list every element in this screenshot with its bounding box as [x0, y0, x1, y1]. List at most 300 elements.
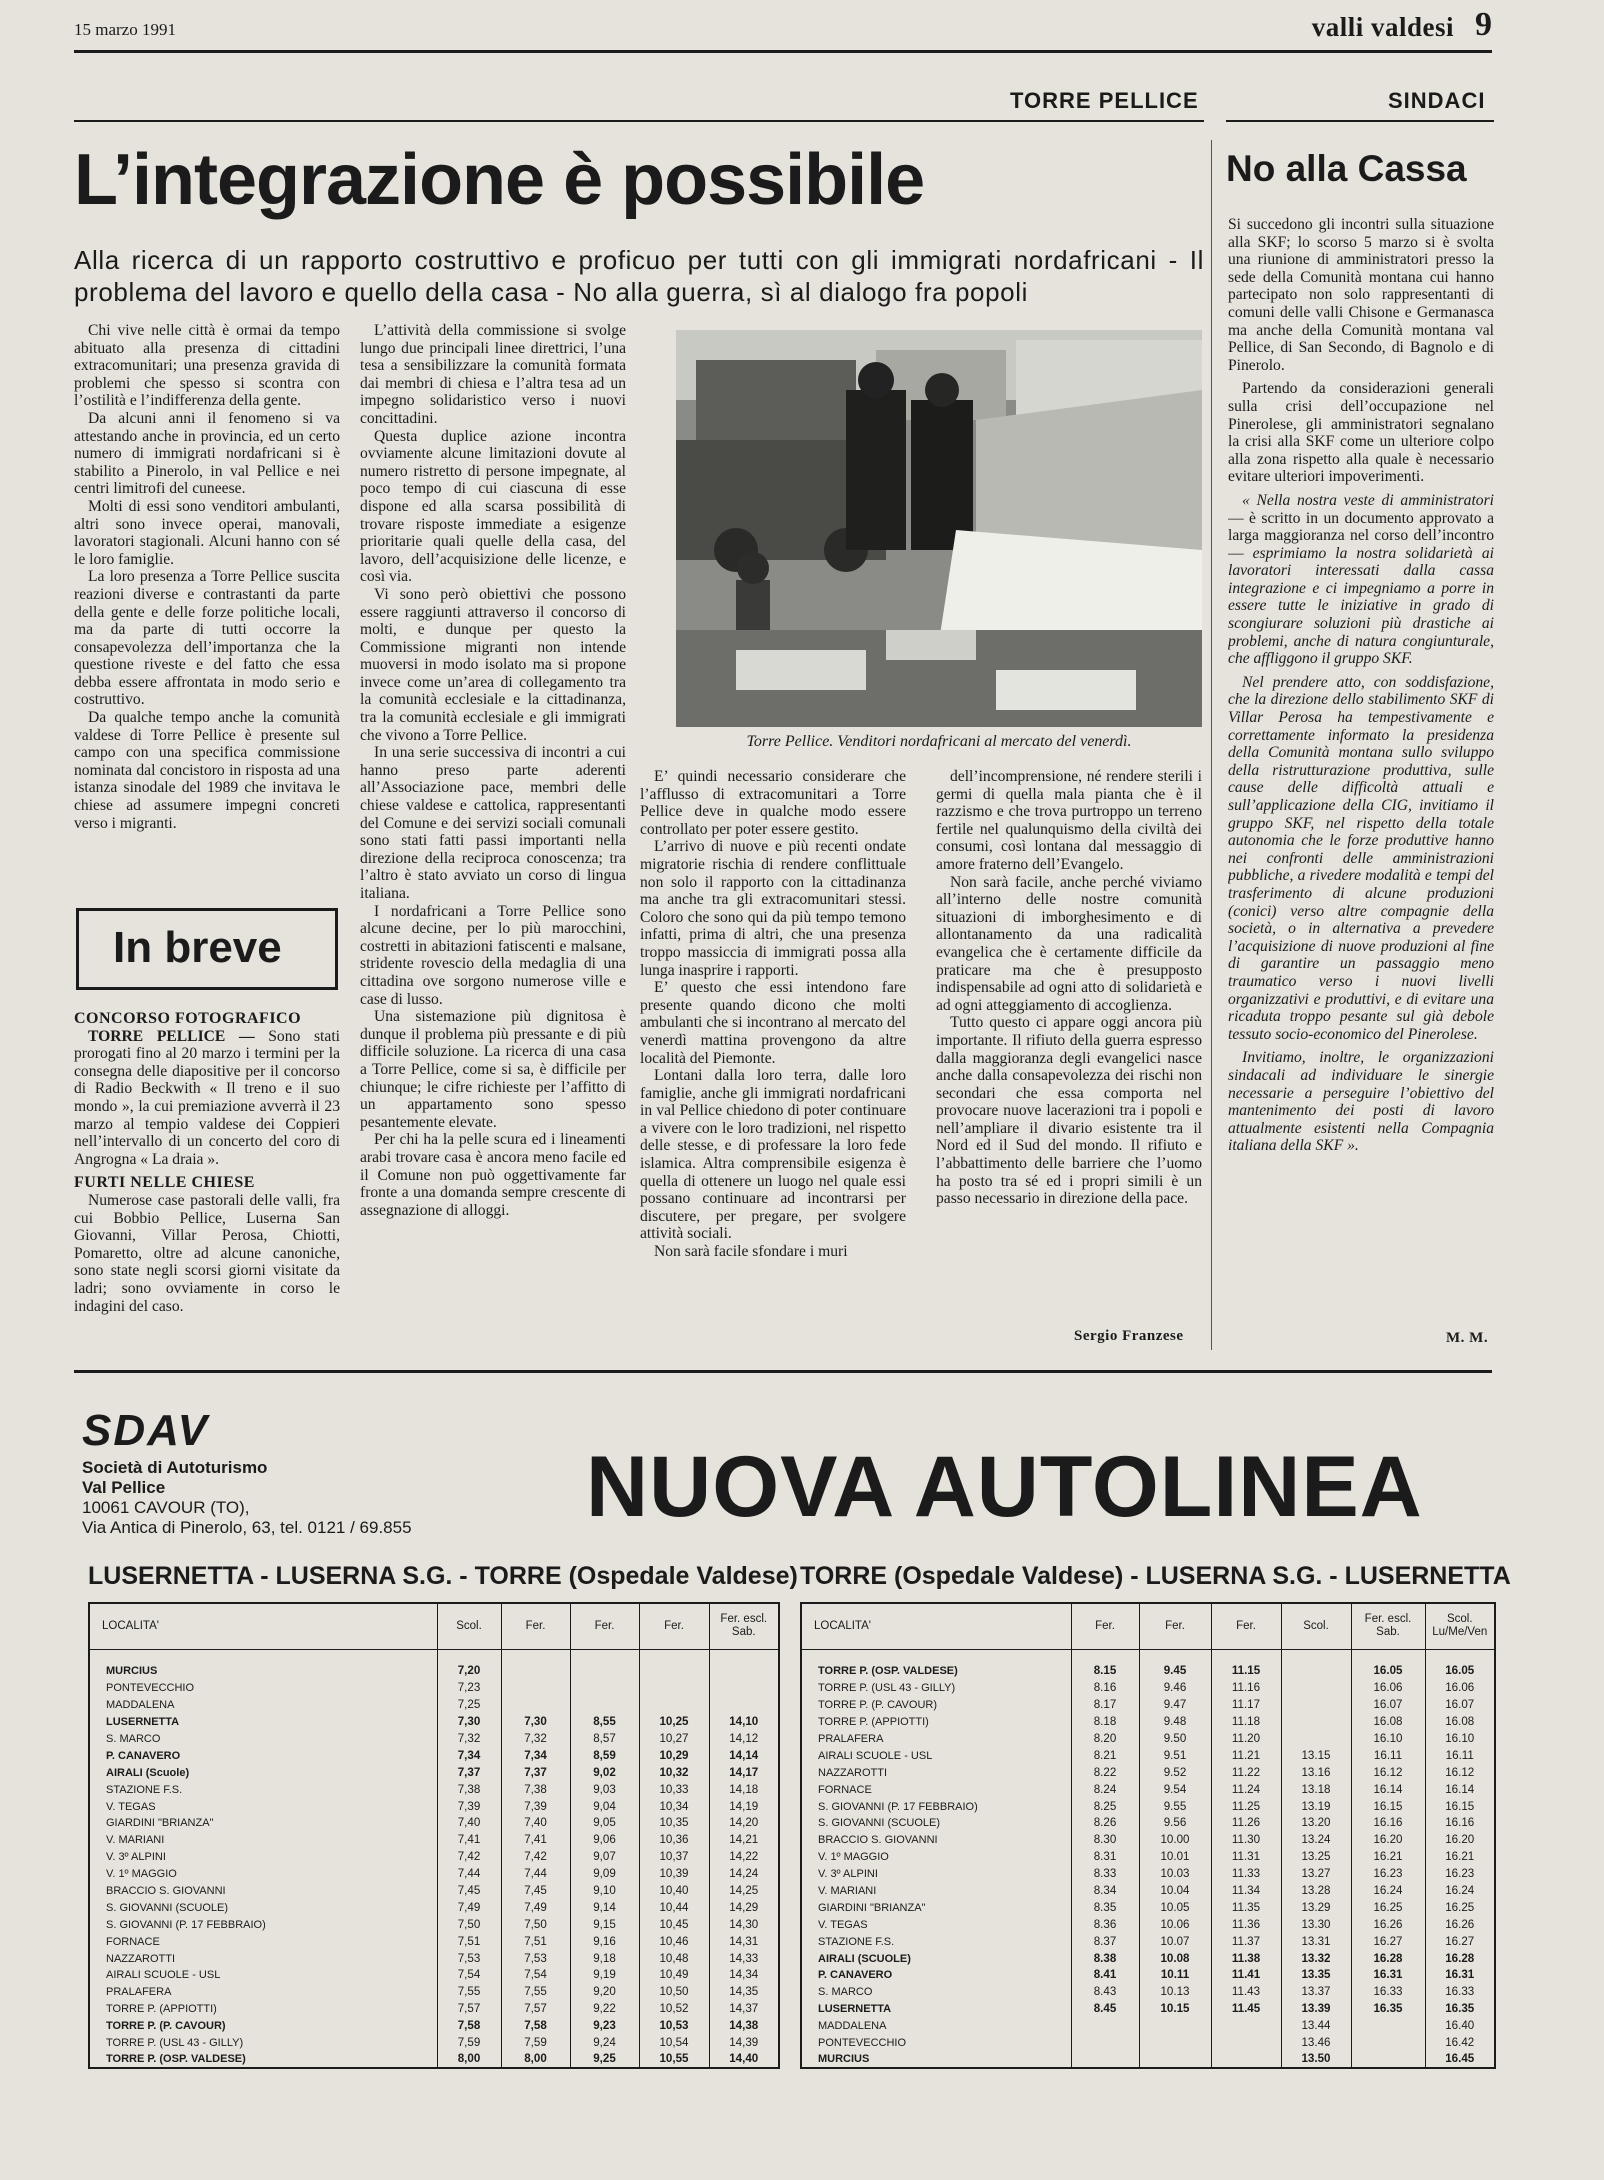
- stop-name: FORNACE: [818, 1783, 872, 1796]
- table-row: [801, 1697, 1495, 1714]
- departure-time: 16.35: [1425, 2001, 1495, 2018]
- departure-time: [1139, 2035, 1211, 2052]
- departure-time: 8,55: [570, 1714, 639, 1731]
- column-header: Fer.: [1211, 1603, 1281, 1649]
- stop-name: PONTEVECCHIO: [818, 2037, 907, 2050]
- table-row: [801, 2051, 1495, 2068]
- paragraph: Per chi ha la pelle scura ed i lineamenti arabi trovare casa è ancora meno facile ed il Comune non può oggettivamente far fronte a una domanda sempre crescente di assegnazione di alloggi.: [360, 1131, 626, 1219]
- departure-time: 16.23: [1351, 1866, 1425, 1883]
- stop-name: GIARDINI "BRIANZA": [106, 1817, 214, 1830]
- departure-time: [639, 1663, 709, 1680]
- departure-time: 10,29: [639, 1747, 709, 1764]
- table-row: [89, 1764, 779, 1781]
- departure-time: [1281, 1714, 1351, 1731]
- departure-time: 7,44: [437, 1866, 501, 1883]
- departure-time: 7,20: [437, 1663, 501, 1680]
- departure-time: 16.24: [1425, 1883, 1495, 1900]
- stop-name: PRALAFERA: [818, 1733, 884, 1745]
- paragraph: Non sarà facile sfondare i muri: [654, 1243, 848, 1261]
- departure-time: 9.55: [1139, 1798, 1211, 1815]
- table-row: [89, 1899, 779, 1916]
- departure-time: 7,39: [437, 1798, 501, 1815]
- column-header: LOCALITA': [89, 1603, 437, 1649]
- departure-time: 8.45: [1071, 2001, 1139, 2018]
- stop-name: BRACCIO S. GIOVANNI: [818, 1834, 938, 1847]
- departure-time: 7,50: [501, 1916, 570, 1933]
- table-row: [89, 1933, 779, 1950]
- departure-time: 7,53: [437, 1950, 501, 1967]
- table-row: [801, 1967, 1495, 1984]
- departure-time: 9,22: [570, 2001, 639, 2018]
- departure-time: 7,53: [501, 1950, 570, 1967]
- departure-time: 16.14: [1351, 1781, 1425, 1798]
- column-header: Scol. Lu/Me/Ven: [1425, 1603, 1495, 1649]
- departure-time: 7,34: [501, 1747, 570, 1764]
- column-header: LOCALITA': [801, 1603, 1071, 1649]
- section-label-torre-pellice: TORRE PELLICE: [1010, 88, 1199, 113]
- departure-time: 16.20: [1351, 1832, 1425, 1849]
- paragraph: dell’incomprensione, né rendere sterili i germi di quella mala pianta che è il razzismo e che trova purtroppo un terreno fertile nel qualunquismo della civiltà dei consumi, così lontana dal messaggio di amore fraterno dell’Evangelo.: [936, 768, 1202, 873]
- departure-time: 13.29: [1281, 1899, 1351, 1916]
- departure-time: 16.28: [1351, 1950, 1425, 1967]
- departure-time: 16.06: [1351, 1680, 1425, 1697]
- side-quote-3: Invitiamo, inoltre, le organizzazioni sindacali ad individuare le sinergie necessarie a perseguire l’obiettivo del mantenimento dei posti di lavoro attualmente esistenti nella Compagnia italiana della SKF ».: [1228, 1049, 1494, 1155]
- table-row: [89, 1815, 779, 1832]
- table-row: [89, 1916, 779, 1933]
- table-row: [801, 1899, 1495, 1916]
- article-column-4: [936, 768, 1202, 1316]
- departure-time: 8.31: [1071, 1849, 1139, 1866]
- departure-time: 10.13: [1139, 1984, 1211, 2001]
- departure-time: 8.35: [1071, 1899, 1139, 1916]
- departure-time: 16.21: [1425, 1849, 1495, 1866]
- side-quote-2: Nel prendere atto, con soddisfazione, che la direzione dello stabilimento SKF di Villar Perosa ha tempestivamente e correttamente informato la presidenza della Comunità montana sullo sviluppo della ristrutturazione produttiva, sulle cause delle difficoltà attuali e sull’applicazione della CIG, invitiamo il gruppo SKF, nel rispetto della totale autonomia che le forze produttive hanno nei confronti delle amministrazioni pubbliche, a rivedere modalità e tempi del trasferimento di alcune produzioni (conici) verso altre compagnie della società, o in alternativa a prevedere l’acquisizione di nuove produzioni al fine di garantire un passaggio meno traumatico verso i nuovi livelli organizzativi e produttivi, e di evitare una ricaduta troppo pesante sul già debole tessuto socio-economico del Pinerolese.: [1228, 673, 1494, 1043]
- photo-caption: Torre Pellice. Venditori nordafricani al mercato del venerdì.: [746, 733, 1132, 750]
- departure-time: 14,24: [709, 1866, 779, 1883]
- departure-time: 9,15: [570, 1916, 639, 1933]
- departure-time: 10.11: [1139, 1967, 1211, 1984]
- stop-name: V. MARIANI: [818, 1885, 877, 1898]
- departure-time: 11.16: [1211, 1680, 1281, 1697]
- departure-time: [570, 1680, 639, 1697]
- departure-time: 16.05: [1351, 1663, 1425, 1680]
- table-row: [89, 1883, 779, 1900]
- advert-headline: NUOVA AUTOLINEA: [586, 1439, 1423, 1535]
- departure-time: 14,38: [709, 2018, 779, 2035]
- departure-time: 9,19: [570, 1967, 639, 1984]
- stop-name: S. MARCO: [818, 1986, 873, 1999]
- paragraph: Non sarà facile, anche perché viviamo all’interno delle nostre comunità situazioni di imborghesimento e di allontanamento da una radicalità evangelica che è certamente difficile da praticare ma che è presupposto indispensabile ad ogni atto di solidarietà e ad ogni atteggiamento di accoglienza.: [936, 873, 1202, 1014]
- stop-name: P. CANAVERO: [818, 1969, 893, 1982]
- departure-time: 16.15: [1425, 1798, 1495, 1815]
- departure-time: 16.11: [1351, 1747, 1425, 1764]
- section-rule-right: [1226, 120, 1494, 122]
- table-row: [89, 1798, 779, 1815]
- company-address: [82, 1458, 412, 1538]
- table-row: [89, 2051, 779, 2068]
- table-row: [801, 1866, 1495, 1883]
- sdav-logo: SDAV: [82, 1406, 209, 1455]
- departure-time: 14,18: [709, 1781, 779, 1798]
- departure-time: 8.26: [1071, 1815, 1139, 1832]
- departure-time: [1071, 2035, 1139, 2052]
- departure-time: 16.42: [1425, 2035, 1495, 2052]
- departure-time: 11.43: [1211, 1984, 1281, 2001]
- departure-time: [570, 1697, 639, 1714]
- departure-time: 8.41: [1071, 1967, 1139, 1984]
- departure-time: 13.31: [1281, 1933, 1351, 1950]
- departure-time: 9,04: [570, 1798, 639, 1815]
- table-row: [89, 1663, 779, 1680]
- departure-time: 10,53: [639, 2018, 709, 2035]
- departure-time: 7,44: [501, 1866, 570, 1883]
- departure-time: 13.32: [1281, 1950, 1351, 1967]
- side-quote-1b: — è scritto in un documento approvato a larga maggioranza nel corso dell’incontro —: [1228, 509, 1494, 562]
- departure-time: [1351, 2035, 1425, 2052]
- stop-name: V. 1º MAGGIO: [818, 1851, 889, 1864]
- departure-time: 8.43: [1071, 1984, 1139, 2001]
- departure-time: 11.26: [1211, 1815, 1281, 1832]
- departure-time: 7,40: [501, 1815, 570, 1832]
- departure-time: [1281, 1680, 1351, 1697]
- departure-time: 13.20: [1281, 1815, 1351, 1832]
- departure-time: 11.20: [1211, 1731, 1281, 1748]
- breve-text-1: Sono stati prorogati fino al 20 marzo i termini per la consegna delle diapositive per il concorso di Radio Beckwith « Il treno e il suo mondo », la cui premiazione avverrà il 23 marzo al tempio valdese dei Coppieri nell’intervallo di un concerto del coro di Angrogna « La draia ».: [74, 1027, 340, 1168]
- departure-time: 11.30: [1211, 1832, 1281, 1849]
- departure-time: 9.54: [1139, 1781, 1211, 1798]
- table-row: [801, 1832, 1495, 1849]
- departure-time: [1211, 2051, 1281, 2068]
- departure-time: 8,57: [570, 1731, 639, 1748]
- paragraph: Tutto questo ci appare oggi ancora più importante. Il rifiuto della guerra espresso dalla maggioranza degli evangelici nasce anche dalla consapevolezza dei rischi non secondari che essa comporta nel provocare nuove lacerazioni tra i popoli e nell’ampliare il divario esistente tra il Nord ed il Sud del mondo. Il rifiuto e l’abbattimento delle barriere che l’uomo ha posto tra sé ed i propri simili è un passo necessario in direzione della pace.: [936, 1014, 1202, 1208]
- departure-time: 13.39: [1281, 2001, 1351, 2018]
- departure-time: [1071, 2018, 1139, 2035]
- departure-time: 7,34: [437, 1747, 501, 1764]
- article-author: Sergio Franzese: [1074, 1328, 1184, 1344]
- table-row: [801, 1781, 1495, 1798]
- departure-time: 13.35: [1281, 1967, 1351, 1984]
- departure-time: 11.15: [1211, 1663, 1281, 1680]
- table-row: [801, 1883, 1495, 1900]
- departure-time: 16.33: [1351, 1984, 1425, 2001]
- stop-name: V. TEGAS: [818, 1918, 868, 1931]
- column-header: Fer.: [501, 1603, 570, 1649]
- departure-time: 16.23: [1425, 1866, 1495, 1883]
- departure-time: 7,38: [501, 1781, 570, 1798]
- stop-name: TORRE P. (OSP. VALDESE): [818, 1665, 958, 1678]
- departure-time: [1351, 2018, 1425, 2035]
- departure-time: 16.10: [1351, 1731, 1425, 1748]
- departure-time: 7,32: [501, 1731, 570, 1748]
- departure-time: 11.37: [1211, 1933, 1281, 1950]
- departure-time: 8.34: [1071, 1883, 1139, 1900]
- departure-time: 16.08: [1425, 1714, 1495, 1731]
- departure-time: [1139, 2018, 1211, 2035]
- column-header: Fer.: [1139, 1603, 1211, 1649]
- departure-time: 11.24: [1211, 1781, 1281, 1798]
- column-header: Fer. escl. Sab.: [1351, 1603, 1425, 1649]
- table-row: [89, 1950, 779, 1967]
- stop-name: TORRE P. (P. CAVOUR): [818, 1699, 937, 1712]
- stop-name: V. TEGAS: [106, 1800, 156, 1813]
- departure-time: 16.15: [1351, 1798, 1425, 1815]
- issue-date: 15 marzo 1991: [74, 20, 176, 39]
- departure-time: 7,40: [437, 1815, 501, 1832]
- departure-time: 16.21: [1351, 1849, 1425, 1866]
- departure-time: 10,39: [639, 1866, 709, 1883]
- publication-name: valli valdesi: [1311, 12, 1454, 42]
- departure-time: 8.20: [1071, 1731, 1139, 1748]
- table-row: [801, 1764, 1495, 1781]
- departure-time: 10,34: [639, 1798, 709, 1815]
- departure-time: 13.25: [1281, 1849, 1351, 1866]
- paragraph: I nordafricani a Torre Pellice sono alcune decine, per lo più marocchini, costretti in abitazioni fatiscenti e malsane, stridente rovescio della medaglia di una cittadina ove sorgono numerose ville e case di lusso.: [360, 902, 626, 1008]
- table-row: [801, 1815, 1495, 1832]
- stop-name: AIRALI (Scuole): [106, 1766, 190, 1779]
- departure-time: 16.11: [1425, 1747, 1495, 1764]
- table-row: [801, 1950, 1495, 1967]
- table-row: [801, 2001, 1495, 2018]
- advert-top-rule: [74, 1370, 1492, 1373]
- departure-time: [1281, 1663, 1351, 1680]
- departure-time: 14,17: [709, 1764, 779, 1781]
- column-header: Fer. escl. Sab.: [709, 1603, 779, 1649]
- stop-name: MURCIUS: [106, 1665, 158, 1678]
- departure-time: [1211, 2018, 1281, 2035]
- departure-time: 9,07: [570, 1849, 639, 1866]
- departure-time: 8,00: [501, 2051, 570, 2068]
- departure-time: 9,02: [570, 1764, 639, 1781]
- paragraph: Lontani dalla loro terra, dalle loro famiglie, anche gli immigrati nordafricani in val Pellice chiedono di poter continuare a vivere con le loro tradizioni, nel rispetto delle stesse, e di professare la loro fede islamica. Altra comprensibile esigenza è quella di ottenere un luogo nel quale essi possano continuare ad incontrarsi per discutere, per pregare, per svolgere attività sociali.: [640, 1067, 906, 1243]
- departure-time: 10,48: [639, 1950, 709, 1967]
- stop-name: AIRALI SCUOLE - USL: [106, 1969, 221, 1982]
- departure-time: 16.12: [1425, 1764, 1495, 1781]
- photo-illustration: [676, 330, 1202, 727]
- departure-time: 8,00: [437, 2051, 501, 2068]
- departure-time: 8.21: [1071, 1747, 1139, 1764]
- departure-time: 9,20: [570, 1984, 639, 2001]
- departure-time: [501, 1680, 570, 1697]
- stop-name: PRALAFERA: [106, 1986, 172, 1999]
- table-row: [89, 1832, 779, 1849]
- column-divider: [1211, 140, 1212, 1350]
- departure-time: 16.27: [1351, 1933, 1425, 1950]
- departure-time: 9.50: [1139, 1731, 1211, 1748]
- departure-time: 7,45: [437, 1883, 501, 1900]
- departure-time: 10.08: [1139, 1950, 1211, 1967]
- departure-time: 8.17: [1071, 1697, 1139, 1714]
- departure-time: 9.46: [1139, 1680, 1211, 1697]
- departure-time: 9,16: [570, 1933, 639, 1950]
- departure-time: 7,45: [501, 1883, 570, 1900]
- company-line-3: 10061 CAVOUR (TO),: [82, 1498, 250, 1517]
- departure-time: 16.45: [1425, 2051, 1495, 2068]
- table-header-row: [801, 1603, 1495, 1649]
- departure-time: 11.22: [1211, 1764, 1281, 1781]
- paragraph: Molti di essi sono venditori ambulanti, altri sono invece operai, manovali, lavoratori stagionali. Alcuni hanno con sé le loro famiglie.: [74, 497, 340, 568]
- side-article-column: [1228, 216, 1494, 1320]
- departure-time: 10.00: [1139, 1832, 1211, 1849]
- table-row: [89, 1984, 779, 2001]
- table-row: [89, 1747, 779, 1764]
- departure-time: 10,50: [639, 1984, 709, 2001]
- departure-time: 13.24: [1281, 1832, 1351, 1849]
- paragraph: Da qualche tempo anche la comunità valdese di Torre Pellice è presente sul campo con una specifica commissione nominata dal concistoro in risposta ad una istanza sinodale del 1989 che invitava le chiese ad assumere impegni concreti verso i migranti.: [74, 709, 340, 832]
- stop-name: TORRE P. (OSP. VALDESE): [106, 2053, 246, 2066]
- departure-time: [1071, 2051, 1139, 2068]
- departure-time: 9.48: [1139, 1714, 1211, 1731]
- column-header: Scol.: [437, 1603, 501, 1649]
- departure-time: 7,58: [501, 2018, 570, 2035]
- paragraph: In una serie successiva di incontri a cui hanno preso parte aderenti all’Associazione pace, membri delle chiese valdese e cattolica, rappresentanti del Comune e dei servizi sociali comunali sono stati fatti passi importanti nella direzione della reciproca conoscenza; tra l’altro è stato avviato un corso di lingua italiana.: [360, 744, 626, 902]
- column-header: Scol.: [1281, 1603, 1351, 1649]
- side-article-author: M. M.: [1446, 1330, 1489, 1346]
- table-row: [801, 1984, 1495, 2001]
- departure-time: 8.36: [1071, 1916, 1139, 1933]
- departure-time: 14,29: [709, 1899, 779, 1916]
- side-article-headline: No alla Cassa: [1226, 148, 1467, 189]
- stop-name: MADDALENA: [106, 1699, 175, 1712]
- departure-time: 8.25: [1071, 1798, 1139, 1815]
- table-row: [801, 1933, 1495, 1950]
- table-row: [89, 1714, 779, 1731]
- departure-time: 11.34: [1211, 1883, 1281, 1900]
- departure-time: 7,30: [437, 1714, 501, 1731]
- departure-time: 13.18: [1281, 1781, 1351, 1798]
- departure-time: 7,30: [501, 1714, 570, 1731]
- departure-time: 11.35: [1211, 1899, 1281, 1916]
- paragraph: L’arrivo di nuove e più recenti ondate migratorie rischia di rendere conflittuale non solo il rapporto con la cittadinanza ma anche tra gli extracomunitari stessi. Coloro che sono qui da più tempo temono infatti, prima di altri, che una presenza troppo massiccia di immigrati possa alla lunga inasprire i rapporti.: [640, 838, 906, 979]
- stop-name: V. 3º ALPINI: [106, 1851, 166, 1864]
- departure-time: 16.35: [1351, 2001, 1425, 2018]
- company-line-4: Via Antica di Pinerolo, 63, tel. 0121 / 69.855: [82, 1518, 412, 1537]
- departure-time: [570, 1663, 639, 1680]
- departure-time: 16.10: [1425, 1731, 1495, 1748]
- departure-time: 9,23: [570, 2018, 639, 2035]
- stop-name: MADDALENA: [818, 2020, 887, 2033]
- stop-name: GIARDINI "BRIANZA": [818, 1901, 926, 1914]
- masthead-rule: [74, 50, 1492, 53]
- departure-time: 8,59: [570, 1747, 639, 1764]
- departure-time: 16.25: [1425, 1899, 1495, 1916]
- column-header: Fer.: [1071, 1603, 1139, 1649]
- departure-time: 8.18: [1071, 1714, 1139, 1731]
- departure-time: 7,59: [501, 2035, 570, 2052]
- section-label-sindaci: SINDACI: [1388, 88, 1486, 113]
- departure-time: 11.45: [1211, 2001, 1281, 2018]
- route-title-2: TORRE (Ospedale Valdese) - LUSERNA S.G. - LUSERNETTA: [800, 1562, 1511, 1590]
- departure-time: 16.26: [1351, 1916, 1425, 1933]
- stop-name: V. MARIANI: [106, 1834, 165, 1847]
- stop-name: TORRE P. (USL 43 - GILLY): [106, 2037, 244, 2050]
- departure-time: 7,42: [501, 1849, 570, 1866]
- departure-time: 7,49: [501, 1899, 570, 1916]
- departure-time: 7,41: [437, 1832, 501, 1849]
- departure-time: [1351, 2051, 1425, 2068]
- departure-time: 10,35: [639, 1815, 709, 1832]
- departure-time: 11.18: [1211, 1714, 1281, 1731]
- table-row: [801, 1714, 1495, 1731]
- departure-time: 16.14: [1425, 1781, 1495, 1798]
- side-quote-1a: « Nella nostra veste di amministratori: [1242, 491, 1494, 509]
- departure-time: 16.20: [1425, 1832, 1495, 1849]
- departure-time: 11.17: [1211, 1697, 1281, 1714]
- departure-time: 9,09: [570, 1866, 639, 1883]
- stop-name: FORNACE: [106, 1935, 160, 1948]
- departure-time: 10.01: [1139, 1849, 1211, 1866]
- departure-time: [501, 1663, 570, 1680]
- departure-time: 7,54: [437, 1967, 501, 1984]
- departure-time: 10,55: [639, 2051, 709, 2068]
- departure-time: 16.24: [1351, 1883, 1425, 1900]
- table-row: [801, 2018, 1495, 2035]
- column-header: Fer.: [639, 1603, 709, 1649]
- stop-name: BRACCIO S. GIOVANNI: [106, 1885, 226, 1898]
- in-breve-box: In breve: [76, 908, 338, 990]
- departure-time: 8.22: [1071, 1764, 1139, 1781]
- paragraph: Questa duplice azione incontra ovviamente alcune limitazioni dovute al numero ristretto di persone impegnate, al poco tempo di cui ciascuna di esse dispone ed alla scarsa possibilità di trovare risposte immediate a esigenze prioritarie quali quelle della casa, del lavoro, dell’acquisizione delle licenze, e così via.: [360, 427, 626, 586]
- departure-time: [1139, 2051, 1211, 2068]
- departure-time: 14,40: [709, 2051, 779, 2068]
- departure-time: 13.16: [1281, 1764, 1351, 1781]
- table-row: [801, 1747, 1495, 1764]
- departure-time: 14,30: [709, 1916, 779, 1933]
- breve-lead-1: TORRE PELLICE —: [88, 1027, 255, 1045]
- company-line-1: Società di Autoturismo: [82, 1458, 268, 1477]
- stop-name: MURCIUS: [818, 2053, 870, 2066]
- departure-time: 7,51: [437, 1933, 501, 1950]
- departure-time: 16.16: [1351, 1815, 1425, 1832]
- stop-name: STAZIONE F.S.: [106, 1783, 183, 1796]
- stop-name: V. 1º MAGGIO: [106, 1868, 177, 1881]
- stop-name: S. MARCO: [106, 1733, 161, 1745]
- departure-time: 14,31: [709, 1933, 779, 1950]
- departure-time: 16.26: [1425, 1916, 1495, 1933]
- table-row: [801, 2035, 1495, 2052]
- departure-time: 9.51: [1139, 1747, 1211, 1764]
- departure-time: 16.31: [1425, 1967, 1495, 1984]
- departure-time: 13.44: [1281, 2018, 1351, 2035]
- departure-time: 13.50: [1281, 2051, 1351, 2068]
- paragraph: Da alcuni anni il fenomeno si va attestando anche in provincia, ed un certo numero di immigrati nordafricani si è stabilito a Pinerolo, in val Pellice e nei centri limitrofi del cuneese.: [74, 409, 340, 498]
- table-row: [89, 1731, 779, 1748]
- departure-time: 9.45: [1139, 1663, 1211, 1680]
- departure-time: 13.27: [1281, 1866, 1351, 1883]
- departure-time: 9,14: [570, 1899, 639, 1916]
- departure-time: 14,20: [709, 1815, 779, 1832]
- departure-time: 16.07: [1351, 1697, 1425, 1714]
- paragraph: Una sistemazione più dignitosa è dunque il problema più pressante e di più difficile soluzione. La ricerca di una casa a Torre Pellice, come si sa, è difficile per chiunque; le cifre richieste per l’affitto di un appartamento sono spesso pesantemente elevate.: [360, 1008, 626, 1131]
- departure-time: 8.38: [1071, 1950, 1139, 1967]
- departure-time: 16.40: [1425, 2018, 1495, 2035]
- departure-time: 16.05: [1425, 1663, 1495, 1680]
- side-quote-1c: esprimiamo la nostra solidarietà ai lavoratori interessati dalla cassa integrazione e ci impegniamo a porre in essere tutte le iniziative in grado di scongiurare soluzioni più drastiche ai problemi, anche di natura congiunturale, che affliggono il gruppo SKF.: [1228, 544, 1494, 668]
- departure-time: 16.16: [1425, 1815, 1495, 1832]
- departure-time: 10,45: [639, 1916, 709, 1933]
- departure-time: 10,49: [639, 1967, 709, 1984]
- departure-time: 11.41: [1211, 1967, 1281, 1984]
- route-title-1: LUSERNETTA - LUSERNA S.G. - TORRE (Ospedale Valdese): [88, 1562, 798, 1590]
- departure-time: 9,25: [570, 2051, 639, 2068]
- table-row: [89, 1849, 779, 1866]
- departure-time: 10.04: [1139, 1883, 1211, 1900]
- departure-time: 7,59: [437, 2035, 501, 2052]
- departure-time: 13.46: [1281, 2035, 1351, 2052]
- departure-time: 11.38: [1211, 1950, 1281, 1967]
- departure-time: 11.36: [1211, 1916, 1281, 1933]
- departure-time: 13.37: [1281, 1984, 1351, 2001]
- timetable-outbound: [88, 1602, 780, 2069]
